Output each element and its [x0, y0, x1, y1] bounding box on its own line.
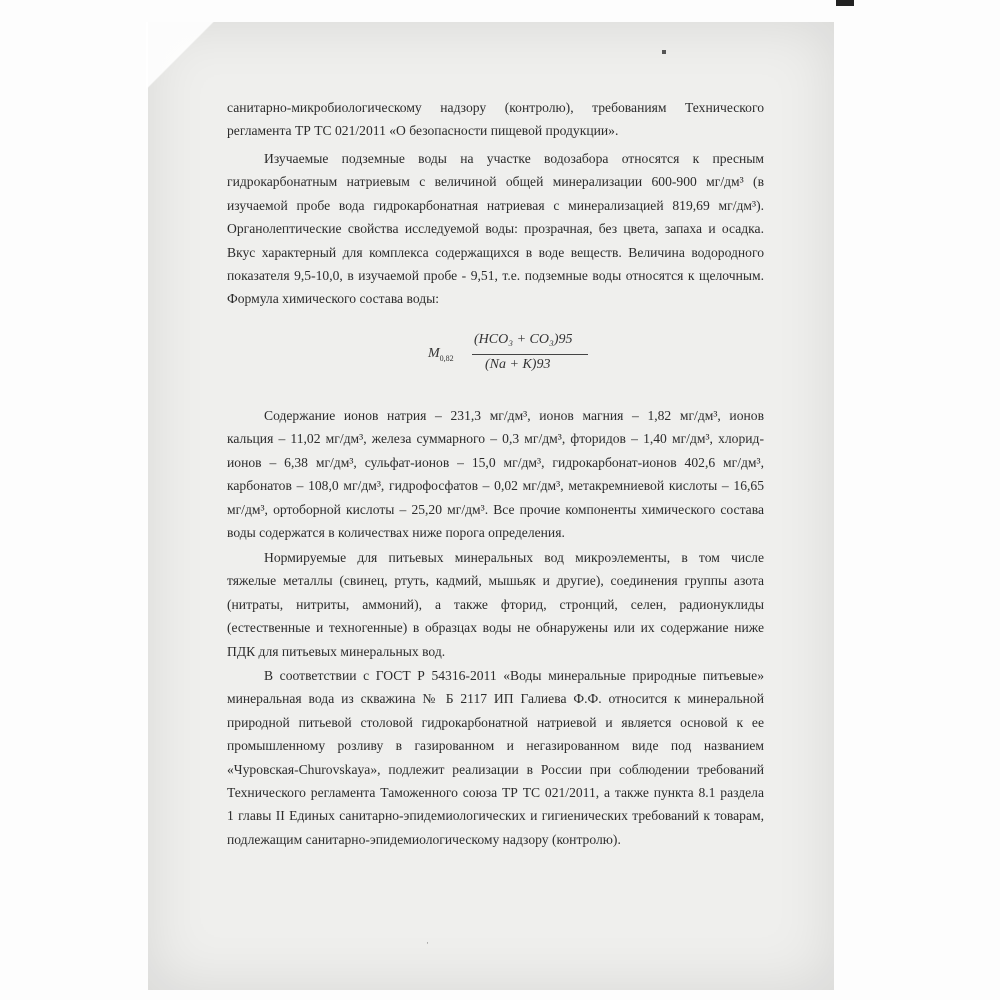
text-line: показателя 9,5-10,0, в изучаемой пробе - 9,51, т.е. подземные воды относятся к щелочным. [227, 268, 764, 284]
paragraph-microelements [227, 546, 764, 663]
text-line: В соответствии с ГОСТ Р 54316-2011 «Воды минеральные природные питьевые» [264, 668, 764, 683]
scan-speck [662, 50, 666, 54]
text-line: природной питьевой столовой гидрокарбонатной натриевой и является основой к ее [227, 714, 764, 730]
text-line: (естественные и техногенные) в образцах воды не обнаружены или их содержание ниже [227, 620, 764, 636]
formula-numerator: (HCO₃ + CO₃)95 [474, 332, 573, 347]
scan-edge-mark [836, 0, 854, 6]
text-line: кальция – 11,02 мг/дм³, железа суммарного – 0,3 мг/дм³, фторидов – 1,40 мг/дм³, хлорид- [227, 431, 764, 447]
text-line: тяжелые металлы (свинец, ртуть, кадмий, мышьяк и другие), соединения группы азота [227, 573, 764, 589]
text-line: подлежащим санитарно-эпидемиологическому надзору (контролю). [227, 831, 621, 847]
text-line: воды содержатся в количествах ниже порога определения. [227, 525, 565, 541]
text-line: промышленному розливу в газированном и негазированном виде под названием [227, 738, 764, 754]
text-line: (нитраты, нитриты, аммоний), а также фторид, стронций, селен, радионуклиды [227, 596, 764, 612]
formula-denominator: (Na + K)93 [485, 357, 551, 372]
footer-mark: · [426, 938, 429, 948]
text-line: Органолептические свойства исследуемой воды: прозрачная, без цвета, запаха и осадка. [227, 221, 764, 237]
text-line: «Чуровская-Churovskaya», подлежит реализации в России при соблюдении требований [227, 761, 764, 777]
text-line: Изучаемые подземные воды на участке водозабора относятся к пресным [264, 151, 764, 166]
chemical-formula [428, 330, 608, 380]
text-line: Содержание ионов натрия – 231,3 мг/дм³, ионов магния – 1,82 мг/дм³, ионов [264, 408, 764, 423]
paragraph-continuation [227, 96, 764, 143]
text-line: Формула химического состава воды: [227, 291, 440, 307]
text-line: минеральная вода из скважина № Б 2117 ИП Галиева Ф.Ф. относится к минеральной [227, 691, 764, 707]
paragraph-water-description [227, 147, 764, 311]
text-line: Нормируемые для питьевых минеральных вод микроэлементы, в том числе [264, 550, 764, 565]
text-line: Вкус характерный для комплекса содержащихся в воде веществ. Величина водородного [227, 244, 764, 260]
text-line: мг/дм³, ортоборной кислоты – 25,20 мг/дм³. Все прочие компоненты химического состава [227, 501, 764, 517]
paragraph-gost-conclusion [227, 664, 764, 851]
paragraph-ion-content [227, 404, 764, 544]
text-line: ПДК для питьевых минеральных вод. [227, 643, 446, 659]
text-line: 1 главы II Единых санитарно-эпидемиологических и гигиенических требований к товарам, [227, 808, 764, 824]
text-line: изучаемой пробе вода гидрокарбонатная натриевая с минерализацией 819,69 мг/дм³). [227, 197, 764, 213]
formula-fraction-bar [472, 354, 588, 355]
text-line: гидрокарбонатным натриевым с величиной общей минерализации 600-900 мг/дм³ (в [227, 174, 764, 190]
text-line: Технического регламента Таможенного союза ТР ТС 021/2011, а также пункта 8.1 раздела [227, 785, 764, 801]
text-line: регламента ТР ТС 021/2011 «О безопасности пищевой продукции». [227, 123, 619, 139]
text-line: санитарно-микробиологическому надзору (контролю), требованиям Технического [227, 100, 764, 115]
text-line: карбонатов – 108,0 мг/дм³, гидрофосфатов – 0,02 мг/дм³, метакремниевой кислоты – 16,65 [227, 478, 764, 494]
formula-m: $M_{0,82}$ [428, 346, 454, 363]
text-line: ионов – 6,38 мг/дм³, сульфат-ионов – 15,0 мг/дм³, гидрокарбонат-ионов 402,6 мг/дм³, [227, 454, 764, 470]
